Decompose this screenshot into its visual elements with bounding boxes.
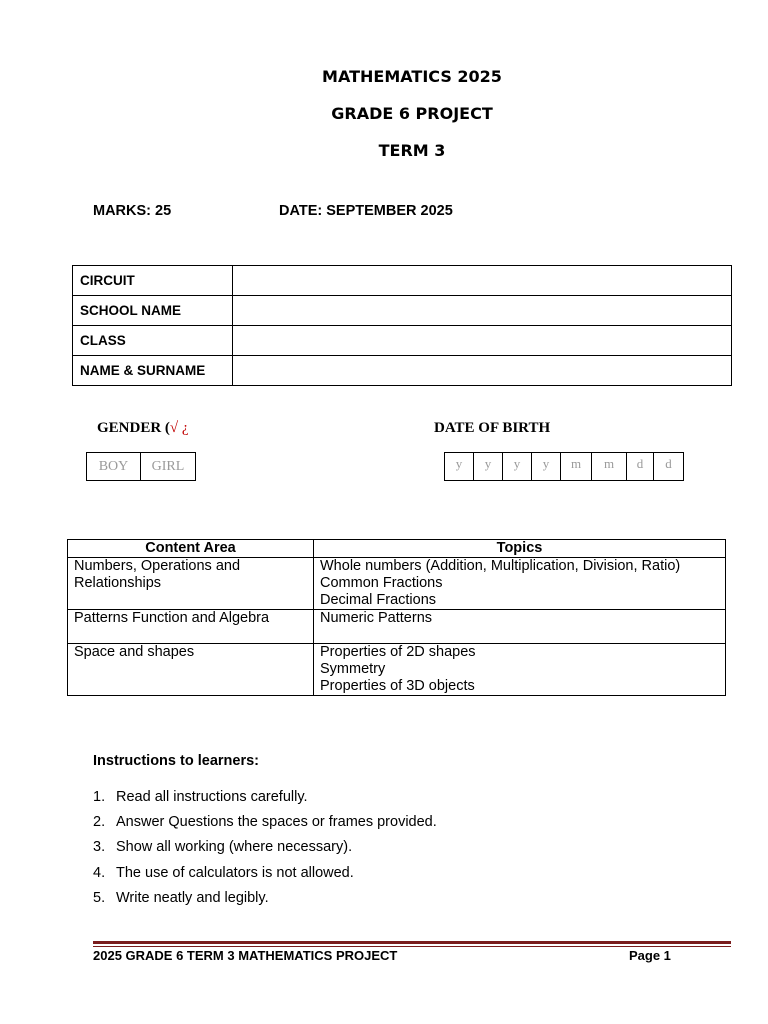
dob-box-month[interactable]: m — [592, 453, 627, 480]
check-mark-icon: √ ¿ — [169, 420, 189, 436]
table-row — [68, 644, 726, 696]
dob-box-year[interactable]: y — [532, 453, 561, 480]
gender-heading — [97, 420, 189, 437]
content-topics-table — [67, 539, 726, 696]
instruction-text: Answer Questions the spaces or frames provided. — [116, 814, 437, 831]
document-subtitle: GRADE 6 PROJECT — [331, 104, 493, 123]
info-row-school-name — [73, 296, 732, 326]
table-row — [68, 558, 726, 610]
topics-cell — [314, 644, 726, 696]
document-term: TERM 3 — [378, 141, 446, 160]
content-area-cell: Space and shapes — [68, 644, 314, 696]
marks-label: MARKS: 25 — [93, 203, 172, 219]
dob-heading: DATE OF BIRTH — [434, 420, 551, 436]
page-number: Page 1 — [629, 948, 671, 963]
info-label: CIRCUIT — [73, 266, 233, 296]
gender-options — [86, 452, 196, 481]
info-label: SCHOOL NAME — [73, 296, 233, 326]
topics-cell — [314, 558, 726, 610]
content-area-cell: Numbers, Operations and Relationships — [68, 558, 314, 610]
instruction-text: The use of calculators is not allowed. — [116, 864, 354, 881]
info-row-class — [73, 326, 732, 356]
footer-rule-thin — [93, 946, 731, 947]
table-row — [68, 610, 726, 644]
content-area-cell: Patterns Function and Algebra — [68, 610, 314, 644]
info-row-name-surname — [73, 356, 732, 386]
table-header-row — [68, 540, 726, 558]
list-item — [93, 839, 437, 864]
instruction-text: Write neatly and legibly. — [116, 889, 269, 906]
document-title: MATHEMATICS 2025 — [322, 67, 502, 86]
list-number: 2. — [93, 814, 106, 831]
dob-box-year[interactable]: y — [474, 453, 503, 480]
topics-cell — [314, 610, 726, 644]
dob-box-year[interactable]: y — [445, 453, 474, 480]
list-item — [93, 814, 437, 839]
school-name-field[interactable] — [233, 296, 732, 326]
topic-item: Properties of 2D shapes — [320, 644, 476, 660]
list-number: 3. — [93, 839, 106, 856]
list-item — [93, 789, 437, 814]
info-label: CLASS — [73, 326, 233, 356]
list-number: 4. — [93, 864, 106, 881]
dob-boxes — [444, 452, 684, 481]
list-number: 1. — [93, 789, 106, 805]
topic-item: Common Fractions — [320, 575, 443, 591]
column-header-topics: Topics — [314, 540, 726, 558]
instructions-heading: Instructions to learners: — [93, 753, 259, 769]
dob-box-month[interactable]: m — [561, 453, 592, 480]
date-label: DATE: SEPTEMBER 2025 — [279, 203, 453, 219]
dob-box-day[interactable]: d — [665, 456, 672, 471]
instruction-text: Show all working (where necessary). — [116, 839, 353, 856]
topic-item: Decimal Fractions — [320, 592, 437, 608]
topic-item: Whole numbers (Addition, Multiplication, Division, Ratio) — [320, 558, 681, 574]
info-row-circuit — [73, 266, 732, 296]
list-item — [93, 890, 437, 915]
learner-info-table — [72, 265, 732, 386]
footer-title: 2025 GRADE 6 TERM 3 MATHEMATICS PROJECT — [93, 948, 398, 963]
info-label: NAME & SURNAME — [73, 356, 233, 386]
gender-option-boy[interactable]: BOY — [87, 453, 141, 480]
list-number: 5. — [93, 889, 106, 906]
topic-item: Numeric Patterns — [320, 610, 433, 626]
dob-box-day[interactable]: d — [627, 453, 654, 480]
gender-label: GENDER ( — [97, 420, 170, 436]
footer-rule-thick — [93, 941, 731, 944]
topic-item: Symmetry — [320, 661, 386, 677]
class-field[interactable] — [233, 326, 732, 356]
column-header-content-area: Content Area — [68, 540, 314, 558]
instruction-text: Read all instructions carefully. — [116, 789, 308, 805]
list-item — [93, 865, 437, 890]
topic-item: Properties of 3D objects — [320, 678, 475, 694]
name-surname-field[interactable] — [233, 356, 732, 386]
gender-option-girl[interactable]: GIRL — [151, 459, 185, 474]
instructions-list — [93, 789, 437, 915]
dob-box-year[interactable]: y — [503, 453, 532, 480]
circuit-field[interactable] — [233, 266, 732, 296]
